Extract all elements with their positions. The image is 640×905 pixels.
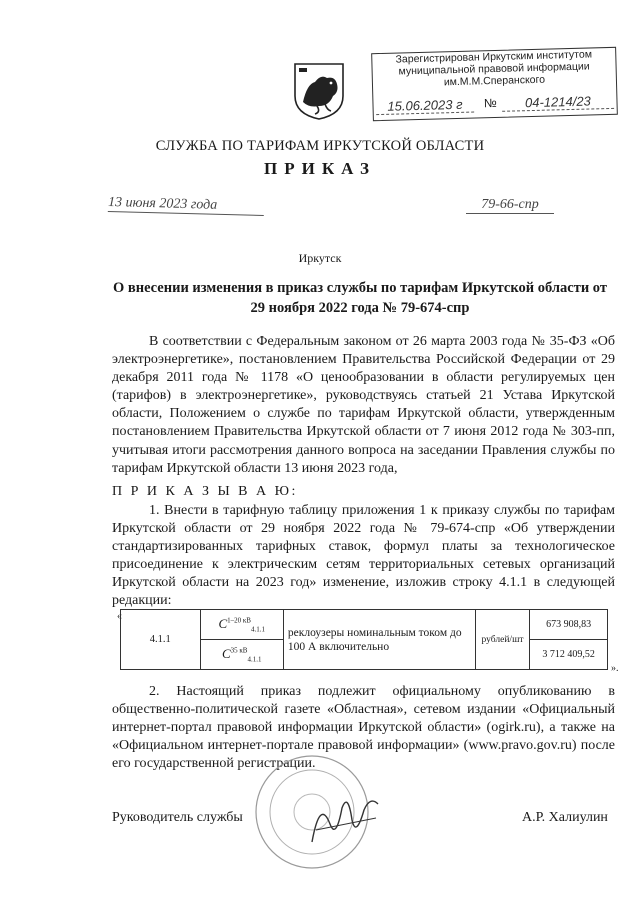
formula-c-1-20kv: $C^{1-20 кВ}_{4.1.1}$ [218, 615, 265, 634]
table-description: реклоузеры номинальным током до 100 А включительно [283, 610, 475, 670]
table-row-number: 4.1.1 [121, 610, 201, 670]
table-value-35kv: 3 712 409,52 [530, 640, 608, 670]
signatory-role: Руководитель службы [112, 810, 243, 825]
registration-date: 15.06.2023 г [376, 97, 474, 116]
document-type: ПРИКАЗ [264, 159, 376, 178]
formula-c-35kv: $C^{35 кВ}_{4.1.1}$ [221, 645, 262, 664]
item-2-paragraph: 2. Настоящий приказ подлежит официальному опубликованию в общественно-политической газете «Областная», сетевом издании «Официальный интернет-портал правовой информации Иркутской области» (ogirk.ru), а также на «Официальном интернет-портале правовой информации» (www.pravo.gov.ru) после его государственной регистрации. [112, 684, 615, 772]
document-heading: О внесении изменения в приказ службы по тарифам Иркутской области от 29 ноября 2022 года № 79-674-спр [112, 280, 607, 316]
registration-number: 04-1214/23 [502, 93, 614, 112]
handwritten-signature [306, 790, 386, 850]
formula-cell-35kv [200, 640, 283, 670]
table-close-quote: ». [611, 663, 619, 674]
order-word: П Р И К А З Ы В А Ю: [112, 484, 298, 499]
signatory-name: А.Р. Халиулин [522, 810, 608, 825]
item-1-paragraph: 1. Внести в тарифную таблицу приложения 1 к приказу службы по тарифам Иркутской области от 29 ноября 2022 года № 79-674-спр «Об утверждении стандартизированных тарифных ставок, формул платы за технологическое присоединение к электрическим сетям территориальных сетевых организаций Иркутской области на 2023 год» изменение, изложив строку 4.1.1 в следующей редакции: [112, 503, 615, 609]
stamp-line-3: им.М.М.Сперанского [443, 73, 546, 89]
table-open-quote: « [117, 611, 122, 622]
table-row [121, 610, 608, 640]
city-name: Иркутск [298, 251, 342, 265]
tariff-table [120, 609, 608, 670]
table-unit: рублей/шт [475, 610, 529, 670]
table-value-1-20kv: 673 908,83 [530, 610, 608, 640]
formula-cell-1-20kv [200, 610, 283, 640]
agency-name: СЛУЖБА ПО ТАРИФАМ ИРКУТСКОЙ ОБЛАСТИ [155, 138, 485, 154]
handwritten-order-number: 79-66-спр [466, 197, 554, 214]
preamble-paragraph: В соответствии с Федеральным законом от 26 марта 2003 года № 35-ФЗ «Об электроэнергетике», постановлением Правительства Российской Федерации от 29 декабря 2011 года № 1178 «О ценообразовании в области регулируемых цен (тарифов) в электроэнергетике», руководствуясь статьей 21 Устава Иркутской области, Положением о службе по тарифам Иркутской области, утвержденным постановлением Правительства Иркутской области от 7 июня 2012 года № 303-пп, учитывая итоги рассмотрения данного вопроса на заседании Правления службы по тарифам Иркутской области 13 июня 2023 года, [112, 334, 615, 476]
irkutsk-coat-of-arms-emblem [293, 62, 345, 120]
handwritten-order-date: 13 июня 2023 года [108, 195, 264, 216]
registration-number-label: № [483, 95, 497, 111]
stamp-line-2: муниципальной правовой информации [398, 60, 590, 78]
stamp-line-1: Зарегистрирован Иркутским институтом [395, 48, 593, 66]
